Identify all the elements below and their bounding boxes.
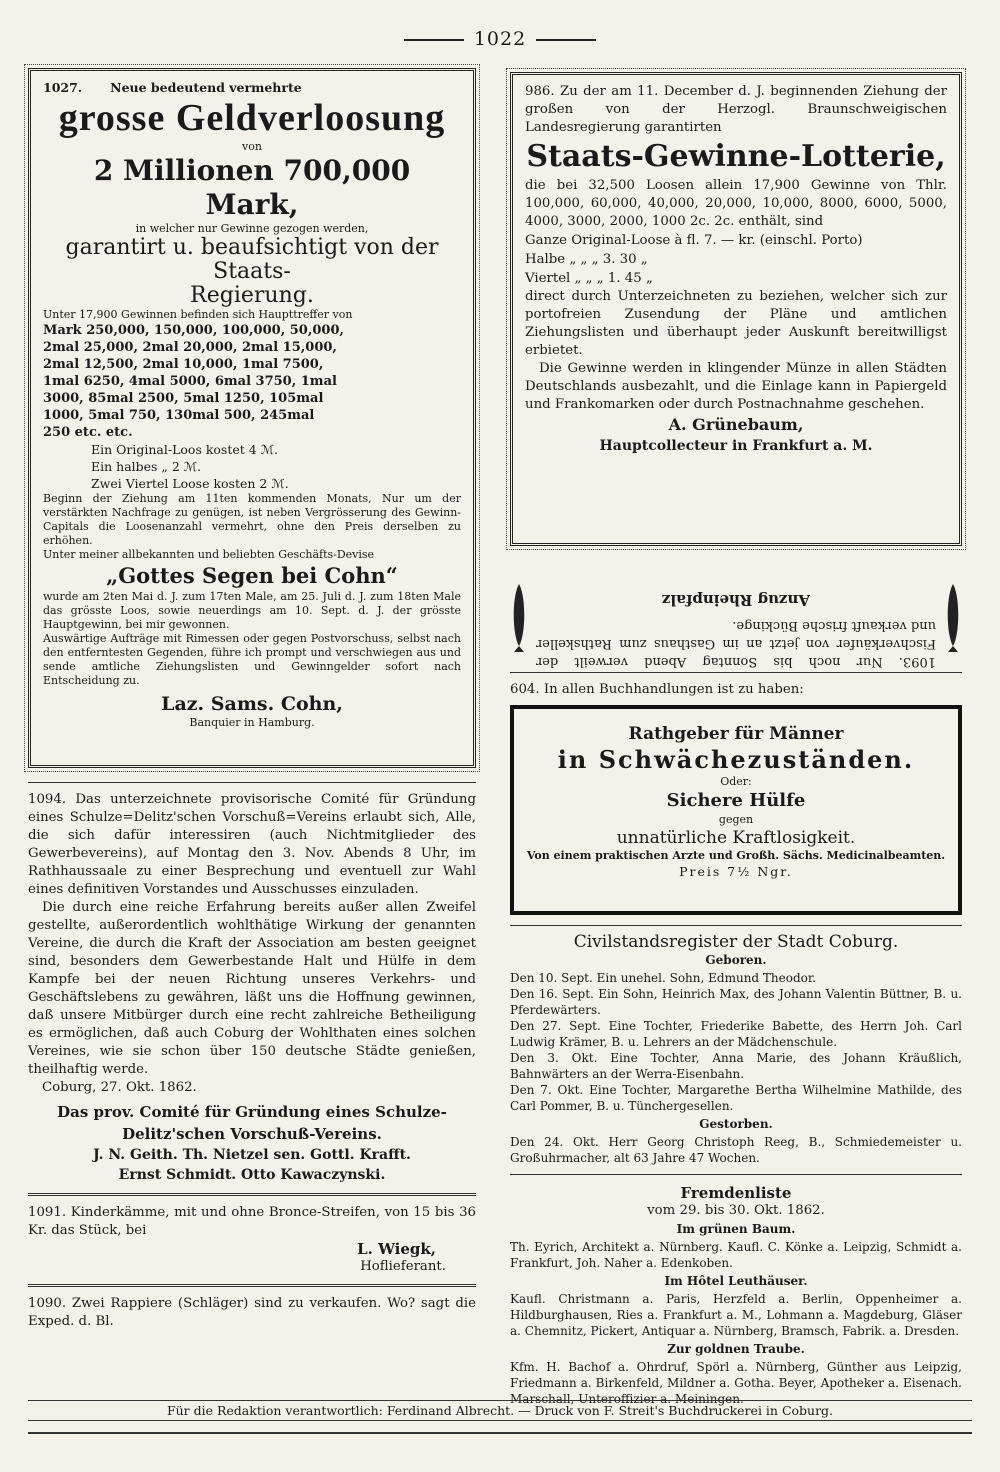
fish-icon [510, 582, 528, 654]
divider [536, 39, 596, 41]
right-column [510, 72, 962, 1407]
fremden-entry: Kfm. H. Bachof a. Ohrdruf, Spörl a. Nürnberg, Günther aus Leipzig, Friedmann a. Birkenfeld, Mildner a. Gotha. Beyer, Apotheker a. Eisenach. Marschall, Unteroffizier a. Meiningen. [510, 1360, 962, 1406]
ad-para: wurde am 2ten Mai d. J. zum 17ten Male, am 25. Juli d. J. zum 18ten Male das grösste Loos, sowie neuerdings am 10. Sept. d. J. der grösste Hauptgewinn, bei mir gewonnen. [43, 590, 461, 631]
ad-date: Coburg, 27. Okt. 1862. [42, 1080, 197, 1095]
prize-line: 1mal 6250, 4mal 5000, 6mal 3750, 1mal [43, 374, 337, 389]
ad-1093 [510, 562, 962, 670]
prize-line: Mark 250,000, 150,000, 100,000, 50,000, [43, 323, 345, 338]
divider [510, 1174, 962, 1175]
fremden-entry: Kaufl. Christmann a. Paris, Herzfeld a. Berlin, Oppenheimer a. Hildburghausen, Ries a. Frankfurt a. M., Lohmann a. Magdeburg, Gläser a. Chemnitz, Pickert, Antiquar a. Nürnberg, Bramsch, Fabrik. a. Dresden. [510, 1292, 962, 1338]
ad-motto: „Gottes Segen bei Cohn“ [106, 563, 398, 588]
fremdenliste [510, 1183, 962, 1407]
ad-text: Die durch eine reiche Erfahrung bereits außer allen Zweifel gestellte, außerordentlich wohlthätige Wirkung der genannten Vereine, die durch die Kraft der Association am besten geeignet sind, besonders dem Gewerbestande Halt und Hülfe in dem Kampfe bei der neuen Richtung unseres Verkehrs- und Geschäftslebens zu gewähren, läßt uns die Hoffnung gewinnen, daß unsere Mitbürger durch eine recht zahlreiche Betheiligung es ermöglichen, daß auch Coburg der Wohlthaten eines solchen Vereines, wie sie schon über 150 deutsche Städte genießen, theilhaftig werde. [28, 900, 476, 1077]
fremden-dates: vom 29. bis 30. Okt. 1862. [647, 1203, 825, 1218]
ad-986 [510, 72, 962, 546]
ad-von: von [242, 140, 262, 153]
book-oder: Oder: [720, 775, 752, 788]
divider [510, 925, 962, 926]
ad-1094 [28, 791, 476, 1185]
ad-signature: Hauptcollecteur in Frankfurt a. M. [599, 438, 873, 454]
ad-text: die bei 32,500 Loosen allein 17,900 Gewinne von Thlr. 100,000, 60,000, 40,000, 20,000, 10,000, 8000, 6000, 5000, 4000, 3000, 2000, 1000 2c. 2c. enthält, sind [525, 178, 947, 229]
divider [28, 782, 476, 783]
ad-signature: J. N. Geith. Th. Nietzel sen. Gottl. Krafft. [93, 1147, 411, 1163]
ad-line4: Unter 17,900 Gewinnen befinden sich Haupttreffer von [43, 308, 353, 321]
ad-text: 1093. Nur noch bis Sonntag Abend verweilt der Fischverkäufer von jetzt an im Gasthaus zum Rathskeller und verkauft frische Bückinge. [536, 618, 936, 669]
register-entry: Den 24. Okt. Herr Georg Christoph Reeg, B., Schmiedemeister u. Großuhrmacher, alt 63 Jahre 47 Wochen. [510, 1135, 962, 1165]
register-entry: Den 7. Okt. Eine Tochter, Margarethe Bertha Wilhelmine Mathilde, des Carl Pommer, B. u. Tünchergesellen. [510, 1083, 962, 1113]
price-line: Viertel „ „ „ 1. 45 „ [525, 271, 653, 286]
book-title: Sichere Hülfe [666, 790, 806, 811]
civil-register [510, 934, 962, 1166]
register-heading: Gestorben. [699, 1117, 773, 1131]
price-line: Ganze Original-Loose à fl. 7. — kr. (einschl. Porto) [525, 233, 863, 248]
fremden-title: Fremdenliste [680, 1184, 792, 1202]
ad-para: Beginn der Ziehung am 11ten kommenden Monats, Nur um der verstärkten Nachfrage zu genügen, ist neben Vergrösserung des Gewinn-Capitals die Loosenanzahl vermehrt, ohne den Preis derselben zu erhöhen. [43, 492, 461, 547]
ad-intro [43, 79, 461, 96]
ad-title: Anzug Rheinpfalz [661, 591, 811, 609]
ad-signature-sub: Hoflieferant. [360, 1259, 446, 1274]
ad-amount: 2 Millionen 700,000 Mark, [93, 154, 411, 221]
ad-signature: A. Grünebaum, [668, 415, 804, 434]
register-entry: Den 16. Sept. Ein Sohn, Heinrich Max, des Johann Valentin Büttner, B. u. Pferdewärters. [510, 987, 962, 1017]
page-number-line [0, 28, 1000, 50]
fremden-heading: Im grünen Baum. [676, 1222, 796, 1236]
prize-line: 3000, 85mal 2500, 5mal 1250, 105mal [43, 391, 324, 406]
book-title: in Schwächezuständen. [557, 745, 915, 774]
ad-text: Die Gewinne werden in klingender Münze in allen Städten Deutschlands ausbezahlt, und die Einlage kann in Papiergeld und Frankomarken oder durch Postnachnahme geschehen. [525, 361, 947, 412]
fremden-heading: Im Hôtel Leuthäuser. [664, 1274, 808, 1288]
prize-line: 2mal 25,000, 2mal 20,000, 2mal 15,000, [43, 340, 337, 355]
ad-para: Auswärtige Aufträge mit Rimessen oder gegen Postvorschuss, selbst nach den entferntesten Gegenden, führe ich prompt und verschwiegen aus und sende amtliche Ziehungslisten und Gewinngelder sofort nach Entscheidung zu. [43, 632, 461, 687]
ad-text: 1090. Zwei Rappiere (Schläger) sind zu verkaufen. Wo? sagt die Exped. d. Bl. [28, 1296, 476, 1329]
ad-line2: garantirt u. beaufsichtigt von der Staats- [65, 235, 439, 284]
ad-signature-sub: Banquier in Hamburg. [189, 716, 315, 729]
prize-line: 1000, 5mal 750, 130mal 500, 245mal [43, 408, 315, 423]
ad-intro: 604. In allen Buchhandlungen ist zu haben: [510, 682, 804, 697]
register-entry: Den 27. Sept. Eine Tochter, Friederike Babette, des Herrn Joh. Carl Ludwig Krämer, B. u. Lehrers an der Mädchenschule. [510, 1019, 962, 1049]
book-gegen: gegen [718, 813, 754, 826]
book-price: Preis 7½ Ngr. [679, 864, 793, 879]
footer-imprint: Für die Redaktion verantwortlich: Ferdinand Albrecht. — Druck von F. Streit's Buchdruckerei in Coburg. [28, 1400, 972, 1421]
fish-icon [944, 582, 962, 654]
ad-text: direct durch Unterzeichneten zu beziehen, welcher sich zur portofreien Zusendung der Pläne und amtlichen Ziehungslisten und überhaupt jeder Auskunft bereitwilligst erbietet. [525, 289, 947, 358]
prize-line: 2mal 12,500, 2mal 10,000, 1mal 7500, [43, 357, 324, 372]
ad-text: 986. Zu der am 11. December d. J. beginnenden Ziehung der großen von der Herzogl. Braunschweigischen Landesregierung garantirten [525, 84, 947, 135]
ad-headline: grosse Geldverloosung [58, 97, 446, 139]
register-title: Civilstandsregister der Stadt Coburg. [573, 932, 899, 952]
left-column [28, 68, 476, 1331]
divider [404, 39, 464, 41]
price-line: Ein halbes „ 2 ℳ. [91, 459, 202, 474]
ad-line1: in welcher nur Gewinne gezogen werden, [135, 222, 369, 235]
ad-signature: Ernst Schmidt. Otto Kawaczynski. [118, 1167, 386, 1183]
divider [510, 672, 962, 673]
footer-rule [28, 1432, 972, 1434]
ad-text: 1091. Kinderkämme, mit und ohne Bronce-Streifen, von 15 bis 36 Kr. das Stück, bei [28, 1205, 476, 1238]
register-heading: Geboren. [705, 953, 767, 967]
ad-headline: Staats-Gewinne-Lotterie, [526, 139, 946, 174]
ad-604 [510, 681, 962, 915]
register-entry: Den 3. Okt. Eine Tochter, Anna Marie, des Johann Kräußlich, Bahnwärters an der Werra-Eisenbahn. [510, 1051, 962, 1081]
ad-1090 [28, 1295, 476, 1331]
price-line: Zwei Viertel Loose kosten 2 ℳ. [91, 476, 289, 491]
ad-intro-text: Neue bedeutend vermehrte [110, 80, 302, 95]
ad-number: 1027. [43, 80, 83, 95]
ad-604-box [510, 705, 962, 915]
fremden-heading: Zur goldnen Traube. [667, 1342, 805, 1356]
register-entry: Den 10. Sept. Ein unehel. Sohn, Edmund Theodor. [510, 971, 817, 985]
book-title: unnatürliche Kraftlosigkeit. [616, 828, 856, 848]
ad-signature: Laz. Sams. Cohn, [161, 693, 343, 715]
divider [28, 1193, 476, 1196]
fremden-entry: Th. Eyrich, Architekt a. Nürnberg. Kaufl. C. Könke a. Leipzig, Schmidt a. Frankfurt, Joh. Naher a. Edenkoben. [510, 1240, 962, 1270]
book-title: Rathgeber für Männer [628, 724, 844, 744]
ad-1027 [28, 68, 476, 768]
ad-line3: Regierung. [190, 283, 314, 308]
book-author: Von einem praktischen Arzte und Großh. Sächs. Medicinalbeamten. [526, 849, 946, 862]
ad-text: 1094. Das unterzeichnete provisorische Comité für Gründung eines Schulze=Delitz'schen Vorschuß=Vereins erlaubt sich, Alle, die sich dafür interessiren (auch Nichtmitglieder des Gewerbevereins), auf Montag den 3. Nov. Abends 8 Uhr, im Rathhaussaale zu einer Besprechung und eventuell zur Wahl eines definitiven Vorstandes und Ausschusses einzuladen. [28, 792, 476, 897]
divider [28, 1284, 476, 1287]
prize-line: 250 etc. etc. [43, 425, 133, 440]
upside-down-ad [536, 562, 936, 670]
ad-signature: Delitz'schen Vorschuß-Vereins. [122, 1125, 382, 1143]
price-line: Halbe „ „ „ 3. 30 „ [525, 252, 648, 267]
price-line: Ein Original-Loos kostet 4 ℳ. [91, 442, 279, 457]
ad-signature: L. Wiegk, [357, 1240, 436, 1258]
ad-para: Unter meiner allbekannten und beliebten Geschäfts-Devise [43, 548, 375, 561]
ad-signature: Das prov. Comité für Gründung eines Schulze- [57, 1103, 447, 1121]
ad-1091 [28, 1204, 476, 1276]
page-number: 1022 [473, 28, 527, 50]
